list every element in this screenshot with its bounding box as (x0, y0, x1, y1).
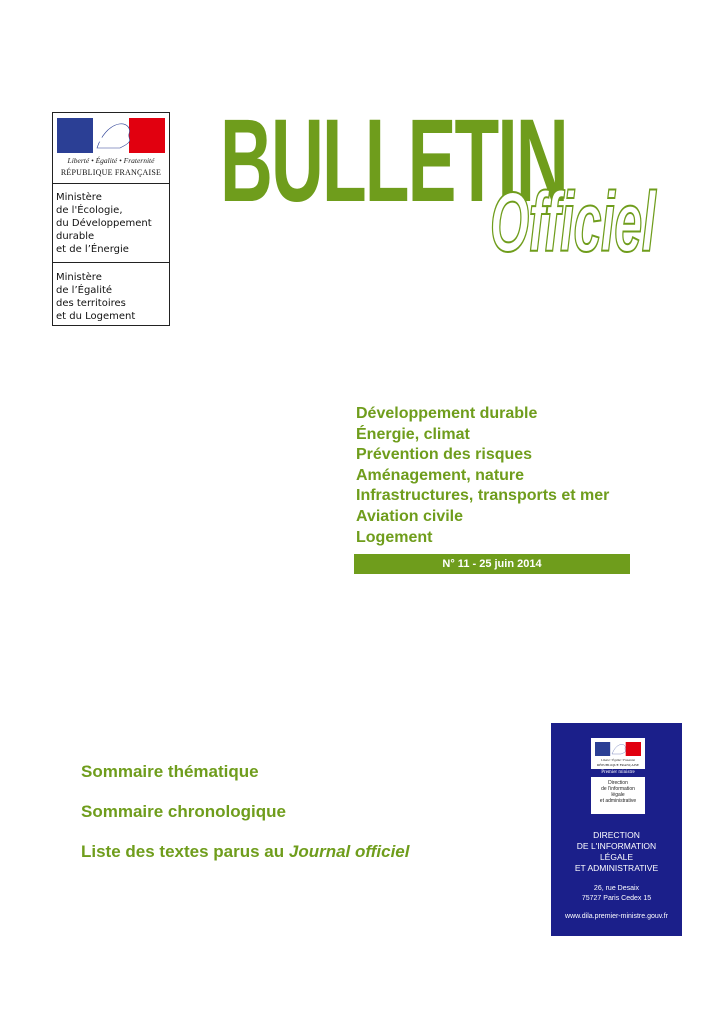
theme-item: Aménagement, nature (356, 466, 525, 484)
journal-officiel-label: Journal officiel (288, 842, 410, 861)
sommaire-chronologique-link[interactable]: Sommaire chronologique (81, 802, 286, 821)
ministry-block (52, 112, 170, 326)
dila-motto: Liberté • Égalité • Fraternité (601, 758, 635, 762)
dila-logo-card (591, 738, 645, 814)
dila-card-line: légale (611, 792, 625, 798)
dila-card-text (591, 780, 645, 804)
ministry-line: et du Logement (56, 311, 136, 322)
liste-textes-label: Liste des textes parus au (81, 842, 289, 861)
ministry-line: Ministère (56, 192, 102, 203)
ministry-line: du Développement (56, 218, 152, 229)
dila-address-line: 26, rue Desaix (593, 885, 640, 892)
theme-item: Énergie, climat (356, 425, 470, 443)
title-bulletin: BULLETIN (220, 95, 567, 227)
marianne-flag-icon (57, 118, 165, 153)
theme-item: Développement durable (356, 405, 538, 422)
ministry-line: de l’Égalité (56, 285, 113, 296)
dila-card-line: de l'information (601, 786, 635, 792)
theme-item: Infrastructures, transports et mer (356, 487, 610, 505)
dila-website-link[interactable]: www.dila.premier-ministre.gouv.fr (565, 913, 668, 920)
ministry-territories (53, 263, 169, 325)
liste-textes-link[interactable] (81, 842, 409, 862)
dila-name-line: DE L'INFORMATION (576, 841, 657, 851)
dila-name (551, 830, 682, 874)
dila-name-line: DIRECTION (593, 830, 640, 840)
premier-ministre-label: Premier ministre (591, 769, 645, 777)
issue-number-bar: N° 11 - 25 juin 2014 (354, 554, 630, 574)
theme-item: Prévention des risques (356, 446, 533, 464)
theme-item: Logement (356, 528, 433, 546)
dila-name-line: LÉGALE (599, 852, 634, 862)
republique-francaise-logo (53, 113, 169, 184)
dila-card-line: Direction (608, 780, 628, 786)
dila-address (551, 884, 682, 904)
ministry-line: durable (56, 231, 95, 242)
dila-box (551, 723, 682, 936)
marianne-flag-icon (595, 742, 641, 756)
title-officiel: Officiel (490, 175, 656, 269)
republic-motto: Liberté • Égalité • Fraternité (67, 156, 155, 165)
sommaire-thematique-link[interactable]: Sommaire thématique (81, 762, 259, 781)
ministry-line: Ministère (56, 272, 102, 283)
ministry-line: et de l’Énergie (56, 244, 129, 255)
dila-name-line: ET ADMINISTRATIVE (574, 863, 659, 873)
dila-republic-name: RÉPUBLIQUE FRANÇAISE (596, 763, 640, 767)
ministry-line: des territoires (56, 298, 126, 309)
dila-card-line: et administrative (599, 798, 637, 804)
republic-name: RÉPUBLIQUE FRANÇAISE (60, 168, 162, 177)
theme-item: Aviation civile (356, 507, 463, 525)
dila-address-line: 75727 Paris Cedex 15 (581, 895, 652, 902)
ministry-ecology (53, 183, 169, 263)
ministry-line: de l'Écologie, (56, 205, 123, 216)
themes-list (356, 404, 686, 548)
bulletin-officiel-title (220, 95, 670, 275)
